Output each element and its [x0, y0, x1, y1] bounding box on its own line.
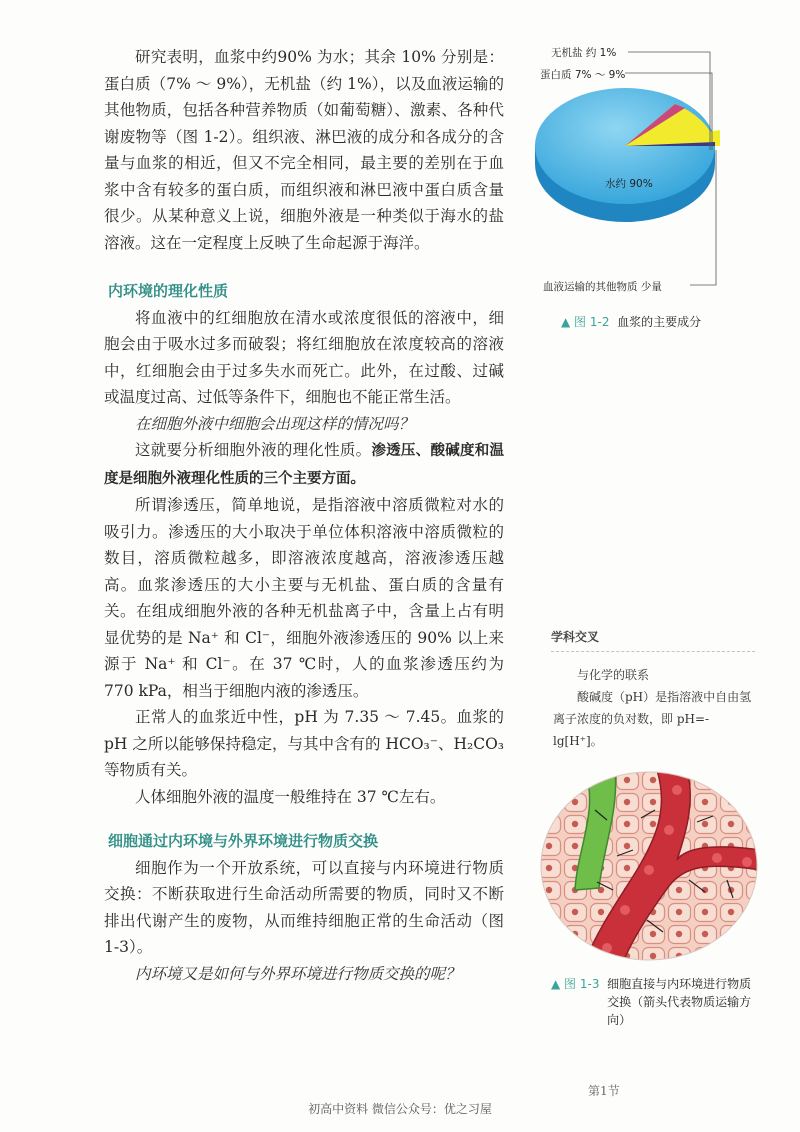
pie-label-water: 水约 90%: [605, 178, 653, 190]
question-1: 在细胞外液中细胞会出现这样的情况吗？: [135, 414, 415, 433]
paragraph-exchange: 细胞作为一个开放系统，可以直接与内环境进行物质交换：不断获取进行生命活动所需要的物质，同时又不断排出代谢产生的废物，从而维持细胞正常的生命活动（图 1-3）。: [104, 858, 504, 956]
paragraph-plasma: 研究表明，血浆中约90% 为水；其余 10% 分别是：蛋白质（7% ～ 9%），无机盐（约 1%），以及血液运输的其他物质，包括各种营养物质（如葡萄糖）、激素、各种代谢废物等（图 1-2）。组织液、淋巴液的成分和各成分的含量与血浆的相近，但又不完全相同，最主要的差别在于血浆中含有较多的蛋白质，而组织液和淋巴液中蛋白质含量很少。从某种意义上说，细胞外液是一种类似于海水的盐溶液。这在一定程度上反映了生命起源于海洋。: [104, 48, 504, 252]
pie-label-protein: 蛋白质 7% ～ 9%: [540, 69, 626, 81]
main-text: [104, 44, 504, 987]
sidebar-text: 酸碱度（pH）是指溶液中自由氢离子浓度的负对数，即 pH=-lg[H⁺]。: [553, 690, 752, 748]
pie-label-other: 血液运输的其他物质 少量: [543, 281, 662, 293]
cell-exchange-illustration: [537, 770, 761, 962]
figure-caption-1-3: [551, 975, 756, 1029]
properties-intro: 这就要分析细胞外液的理化性质。: [135, 441, 372, 459]
properties-key-point: 渗透压、酸碱度和温度是细胞外液理化性质的三个主要方面。: [104, 443, 504, 487]
paragraph-ph: 正常人的血浆近中性，pH 为 7.35 ～ 7.45。血浆的 pH 之所以能够保持稳定，与其中含有的 HCO₃⁻、H₂CO₃ 等物质有关。: [104, 708, 504, 779]
footer-watermark: 初高中资料 微信公众号：优之习屋: [308, 1102, 492, 1116]
section-heading-exchange: 细胞通过内环境与外界环境进行物质交换: [108, 832, 379, 850]
page-number: 第1节: [588, 1084, 620, 1098]
section-heading-properties: 内环境的理化性质: [108, 282, 229, 300]
paragraph-temperature: 人体细胞外液的温度一般维持在 37 ℃左右。: [135, 787, 446, 806]
figure-number-1-3: ▲ 图 1-3: [551, 977, 600, 991]
pie-label-salt: 无机盐 约 1%: [551, 47, 617, 59]
sidebar-box: [553, 664, 753, 752]
question-2: 内环境又是如何与外界环境进行物质交换的呢？: [135, 964, 461, 983]
figure-caption-1-2: [561, 313, 701, 331]
figure-caption-text-1-2: 血浆的主要成分: [617, 315, 702, 329]
sidebar-subtitle: 与化学的联系: [577, 668, 650, 682]
paragraph-osmotic: 所谓渗透压，简单地说，是指溶液中溶质微粒对水的吸引力。渗透压的大小取决于单位体积溶液中溶质微粒的数目，溶质微粒越多，即溶液浓度越高，溶液渗透压越高。血浆渗透压的大小主要与无机盐、蛋白质的含量有关。在组成细胞外液的各种无机盐离子中，含量上占有明显优势的是 Na⁺ 和 Cl⁻，细胞外液渗透压的 90% 以上来源于 Na⁺ 和 Cl⁻。在 37 ℃时，人的血浆渗透压约为 770 kPa，相当于细胞内液的渗透压。: [104, 496, 504, 700]
figure-caption-text-1-3: 细胞直接与内环境进行物质交换（箭头代表物质运输方向）: [607, 977, 752, 1027]
paragraph-red-cells: 将血液中的红细胞放在清水或浓度很低的溶液中，细胞会由于吸水过多而破裂；将红细胞放在浓度较高的溶液中，红细胞会由于过多失水而死亡。此外，在过酸、过碱或温度过高、过低等条件下，细胞也不能正常生活。: [104, 308, 504, 406]
figure-number-1-2: ▲ 图 1-2: [561, 315, 610, 329]
pie-leader-lines: [620, 40, 730, 300]
paragraph-properties: [104, 437, 504, 492]
sidebar-heading: 学科交叉: [551, 628, 755, 652]
